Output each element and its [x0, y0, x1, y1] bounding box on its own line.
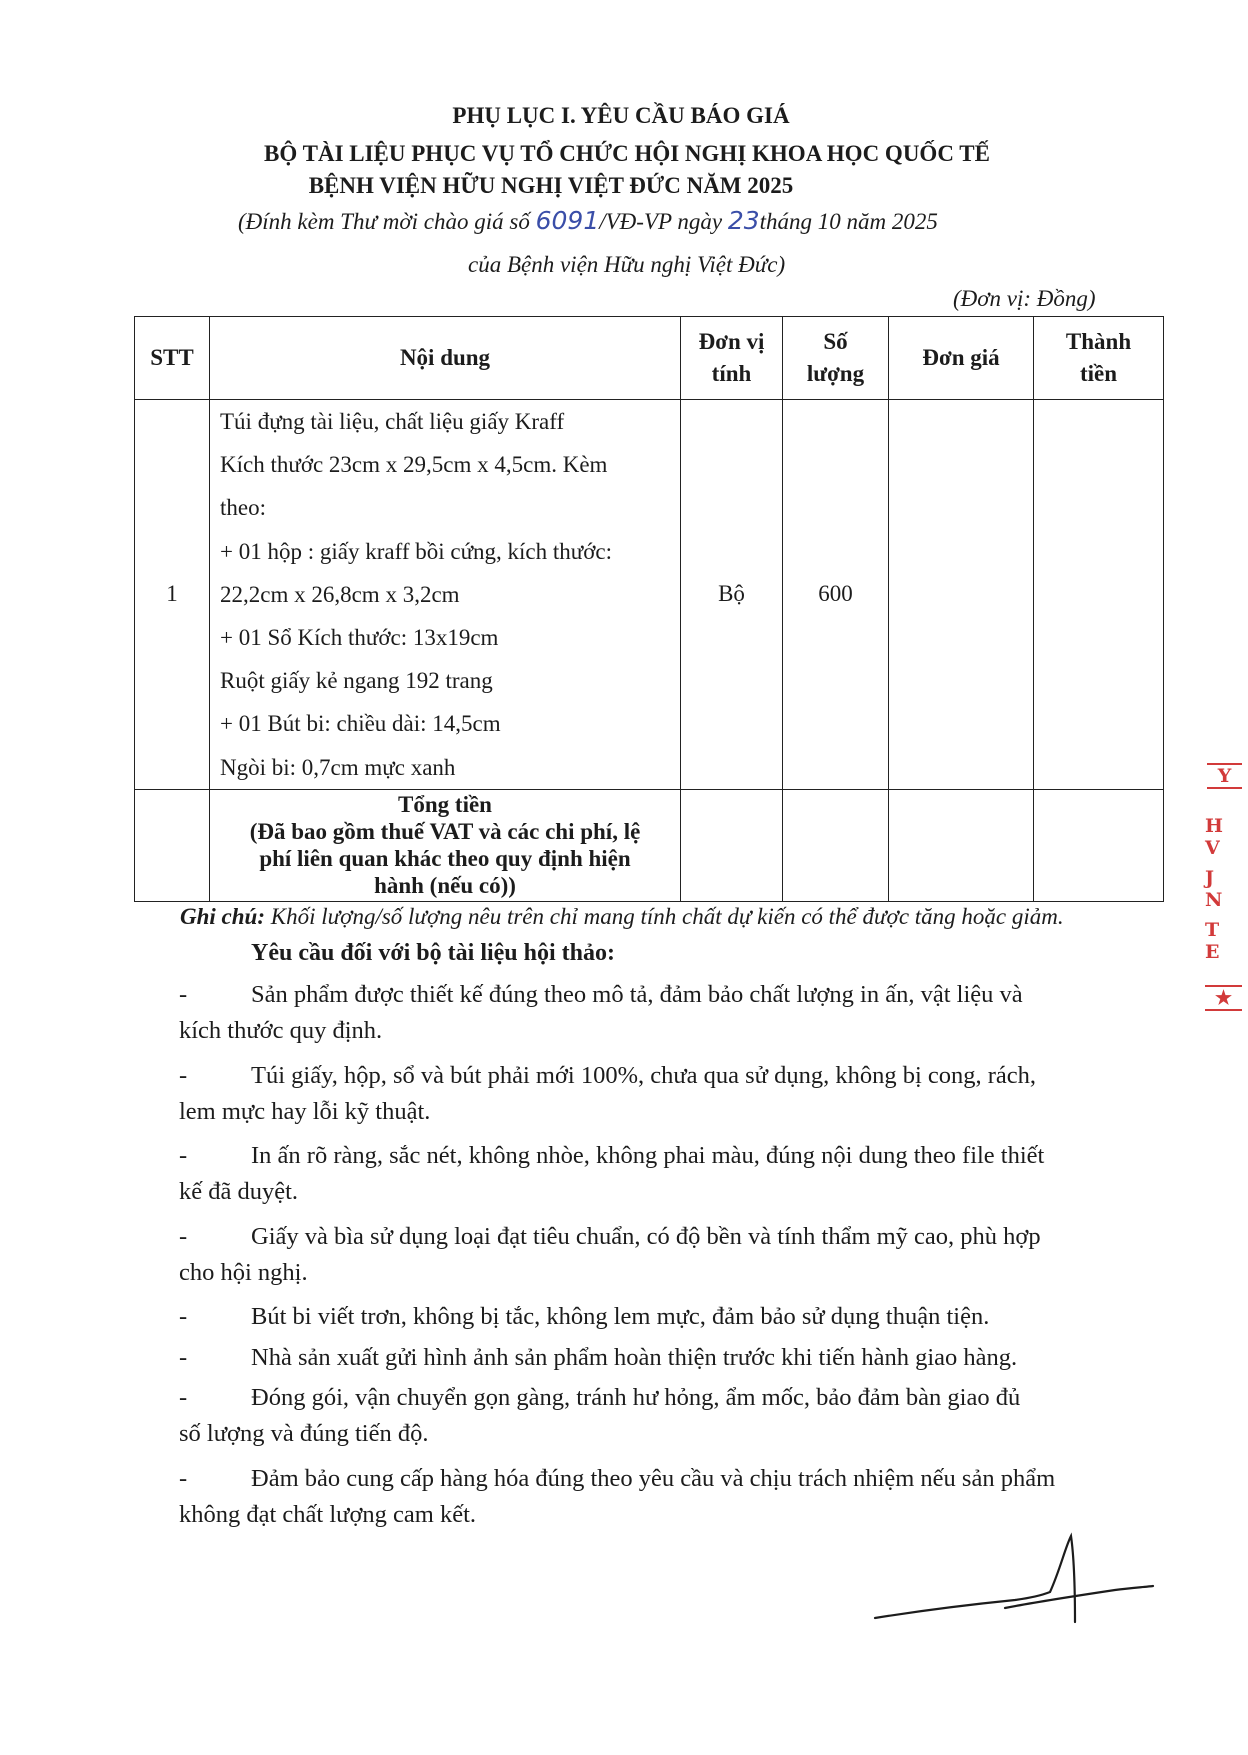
- header-amount-line1: Thành: [1065, 329, 1132, 354]
- signature-mark: [865, 1530, 1155, 1630]
- hospital-line: BỆNH VIỆN HỮU NGHỊ VIỆT ĐỨC NĂM 2025: [308, 173, 794, 198]
- requirement-item: [179, 1461, 1119, 1533]
- requirement-line: lem mực hay lỗi kỹ thuật.: [179, 1098, 431, 1125]
- bullet-dash: -: [179, 1465, 188, 1492]
- requirement-item: [179, 1138, 1119, 1210]
- bullet-dash: -: [179, 1303, 188, 1330]
- item-description: [210, 400, 680, 789]
- total-qty-empty: [783, 789, 889, 901]
- requirement-line: Sản phẩm được thiết kế đúng theo mô tả, đảm bảo chất lượng in ấn, vật liệu và: [251, 981, 1023, 1008]
- bullet-dash: -: [179, 1384, 188, 1411]
- total-label-line: (Đã bao gồm thuế VAT và các chi phí, lệ: [249, 819, 641, 845]
- requirement-item: [179, 1340, 1119, 1376]
- requirement-item: [179, 1219, 1119, 1291]
- attachment-issuer: của Bệnh viện Hữu nghị Việt Đức): [468, 252, 786, 277]
- requirement-line: Đóng gói, vận chuyển gọn gàng, tránh hư hỏng, ẩm mốc, bảo đảm bàn giao đủ: [251, 1384, 1021, 1411]
- stamp-line: H V: [1205, 815, 1225, 859]
- desc-line: Ruột giấy kẻ ngang 192 trang: [220, 668, 493, 694]
- stamp-star-icon: ★: [1205, 985, 1242, 1011]
- bullet-dash: -: [179, 1223, 188, 1250]
- total-label-line: phí liên quan khác theo quy định hiện: [259, 846, 631, 872]
- table-header-row: [135, 317, 1164, 400]
- row-unit-price: [889, 400, 1034, 790]
- total-label-line: hành (nếu có)): [374, 873, 516, 899]
- stamp-line: T E: [1205, 919, 1222, 963]
- desc-line: Túi đựng tài liệu, chất liệu giấy Kraff: [220, 409, 565, 434]
- note-label: Ghi chú:: [180, 904, 265, 929]
- requirement-item: [179, 1380, 1119, 1452]
- header-qty-line1: Số: [823, 329, 848, 354]
- requirement-line: In ấn rõ ràng, sắc nét, không nhòe, không phai màu, đúng nội dung theo file thiết: [251, 1142, 1045, 1169]
- desc-line: Ngòi bi: 0,7cm mực xanh: [220, 754, 456, 780]
- row-quantity: 600: [783, 400, 889, 790]
- header-unit-line2: tính: [711, 361, 752, 386]
- currency-unit: (Đơn vị: Đồng): [953, 286, 1096, 311]
- header-content: Nội dung: [210, 317, 681, 400]
- stamp-line: Y: [1207, 763, 1242, 789]
- total-price-empty: [889, 789, 1034, 901]
- bullet-dash: -: [179, 1062, 188, 1089]
- quotation-table: [134, 316, 1164, 902]
- header-unit: [681, 317, 783, 400]
- requirement-item: [179, 1058, 1119, 1130]
- row-unit: Bộ: [681, 400, 783, 790]
- header-amount: [1034, 317, 1164, 400]
- requirement-line: Đảm bảo cung cấp hàng hóa đúng theo yêu cầu và chịu trách nhiệm nếu sản phẩm: [251, 1465, 1056, 1492]
- red-stamp-fragment: [1205, 763, 1242, 1009]
- attachment-prefix: (Đính kèm Thư mời chào giá số: [238, 209, 530, 234]
- requirement-line: Giấy và bìa sử dụng loại đạt tiêu chuẩn, có độ bền và tính thẩm mỹ cao, phù hợp: [251, 1223, 1041, 1250]
- requirement-line: không đạt chất lượng cam kết.: [179, 1501, 477, 1528]
- header-amount-line2: tiền: [1079, 361, 1118, 386]
- bullet-dash: -: [179, 1142, 188, 1169]
- header-quantity: [783, 317, 889, 400]
- header-qty-line2: lượng: [806, 361, 865, 386]
- requirement-line: Nhà sản xuất gửi hình ảnh sản phẩm hoàn thiện trước khi tiến hành giao hàng.: [251, 1344, 1018, 1371]
- desc-line: theo:: [220, 495, 266, 521]
- attachment-reference: [238, 206, 938, 235]
- total-label: [210, 789, 681, 901]
- total-stt-empty: [135, 789, 210, 901]
- row-stt: 1: [135, 400, 210, 790]
- requirement-line: Túi giấy, hộp, sổ và bút phải mới 100%, chưa qua sử dụng, không bị cong, rách,: [251, 1062, 1037, 1089]
- appendix-title: PHỤ LỤC I. YÊU CẦU BÁO GIÁ: [452, 103, 790, 128]
- note-text: Khối lượng/số lượng nêu trên chỉ mang tính chất dự kiến có thể được tăng hoặc giảm.: [265, 904, 1064, 929]
- bullet-dash: -: [179, 981, 188, 1008]
- stamp-line: J N: [1205, 867, 1225, 911]
- requirement-line: Bút bi viết trơn, không bị tắc, không lem mực, đảm bảo sử dụng thuận tiện.: [251, 1303, 990, 1330]
- handwritten-letter-number: 6091: [535, 206, 600, 235]
- total-label-line: Tổng tiền: [398, 792, 492, 818]
- attachment-mid: /VĐ-VP ngày: [599, 209, 723, 234]
- total-unit-empty: [681, 789, 783, 901]
- bullet-dash: -: [179, 1344, 188, 1371]
- attachment-post: tháng 10 năm 2025: [759, 209, 938, 234]
- header-unit-line1: Đơn vị: [698, 329, 765, 354]
- requirement-line: kích thước quy định.: [179, 1017, 383, 1044]
- desc-line: + 01 Sổ Kích thước: 13x19cm: [220, 625, 499, 651]
- desc-line: Kích thước 23cm x 29,5cm x 4,5cm. Kèm: [220, 452, 608, 478]
- requirement-line: cho hội nghị.: [179, 1259, 308, 1286]
- table-row: [135, 400, 1164, 790]
- header-unit-price: Đơn giá: [889, 317, 1034, 400]
- requirements-title: Yêu cầu đối với bộ tài liệu hội thảo:: [251, 940, 615, 966]
- header-stt: STT: [135, 317, 210, 400]
- desc-line: 22,2cm x 26,8cm x 3,2cm: [220, 581, 460, 607]
- requirement-item: [179, 977, 1119, 1049]
- row-amount: [1034, 400, 1164, 790]
- desc-line: + 01 hộp : giấy kraff bồi cứng, kích thước:: [220, 538, 613, 564]
- note: [180, 904, 1180, 930]
- requirement-line: số lượng và đúng tiến độ.: [179, 1420, 429, 1447]
- requirement-item: [179, 1299, 1119, 1335]
- desc-line: + 01 Bút bi: chiều dài: 14,5cm: [220, 711, 501, 737]
- table-total-row: [135, 789, 1164, 901]
- requirement-line: kế đã duyệt.: [179, 1178, 299, 1205]
- row-content: [210, 400, 681, 790]
- total-amount-empty: [1034, 789, 1164, 901]
- document-subtitle: BỘ TÀI LIỆU PHỤC VỤ TỔ CHỨC HỘI NGHỊ KHOA HỌC QUỐC TẾ: [264, 141, 990, 166]
- handwritten-day: 23: [727, 206, 760, 235]
